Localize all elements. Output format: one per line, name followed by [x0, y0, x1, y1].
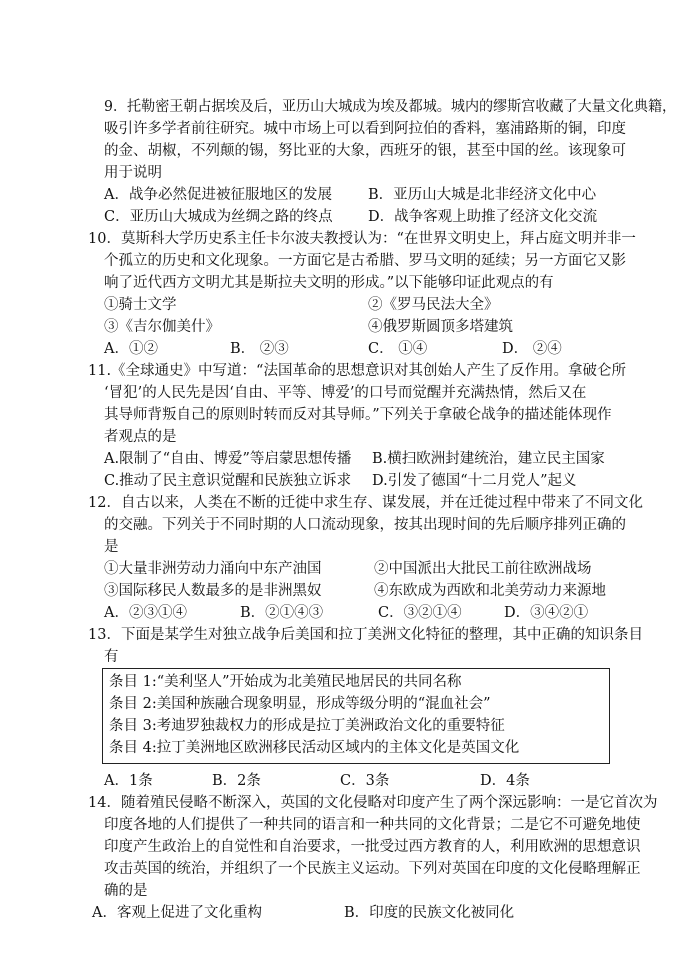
- q13-box-item: 条目 2:美国种族融合现象明显，形成等级分明的“混血社会”: [109, 696, 491, 712]
- q9-option-d: D．战争客观上助推了经济文化交流: [368, 209, 598, 225]
- q13-box-item: 条目 4:拉丁美洲地区欧洲移民活动区域内的主体文化是英国文化: [109, 740, 520, 756]
- q9-line: 吸引许多学者前往研究。城中市场上可以看到阿拉伯的香料，塞浦路斯的铜，印度: [104, 121, 626, 137]
- q13-option-d: D．4条: [480, 773, 530, 789]
- q14-line: 确的是: [104, 883, 148, 899]
- q13-option-b: B．2条: [212, 773, 261, 789]
- q9-line: 的金、胡椒，不列颠的锡，努比亚的大象，西班牙的银，甚至中国的丝。该现象可: [104, 143, 626, 159]
- q14-line: 印度产生政治上的自觉性和自治要求，一批受过西方教育的人，利用欧洲的思想意识: [104, 839, 641, 855]
- q9-line: 9．托勒密王朝占据埃及后，亚历山大城成为埃及都城。城内的缪斯宫收藏了大量文化典籍，: [104, 99, 677, 115]
- q14-line: 攻击英国的统治，并组织了一个民族主义运动。下列对英国在印度的文化侵略理解正: [104, 861, 641, 877]
- q11-line: 11.《全球通史》中写道：“法国革命的思想意识对其创始人产生了反作用。拿破仑所: [88, 363, 626, 379]
- q12-item-4: ④东欧成为西欧和北美劳动力来源地: [374, 583, 606, 599]
- q12-item-2: ②中国派出大批民工前往欧洲战场: [374, 561, 592, 577]
- q12-option-d: D．③④②①: [504, 605, 589, 621]
- q11-option-d: D.引发了德国“十二月党人”起义: [372, 473, 577, 489]
- q12-line: 是: [104, 539, 119, 555]
- q9-option-a: A．战争必然促进被征服地区的发展: [104, 187, 332, 203]
- q9-line: 用于说明: [104, 165, 162, 181]
- q11-line: 者观点的是: [104, 429, 177, 445]
- q12-option-c: C．③②①④: [378, 605, 462, 621]
- q10-line: 响了近代西方文明尤其是斯拉夫文明的形成。”以下能够印证此观点的有: [104, 275, 554, 291]
- q11-option-b: B.横扫欧洲封建统治，建立民主国家: [372, 451, 605, 467]
- q12-option-a: A．②③①④: [104, 605, 187, 621]
- q12-line: 的交融。下列关于不同时期的人口流动现象，按其出现时间的先后顺序排列正确的: [104, 517, 626, 533]
- q10-option-c: C． ①④: [368, 341, 428, 357]
- q13-box-item: 条目 3:考迪罗独裁权力的形成是拉丁美洲政治文化的重要特征: [109, 718, 505, 734]
- q10-item-3: ③《吉尔伽美什》: [104, 319, 220, 335]
- q10-item-1: ①骑士文学: [104, 297, 177, 313]
- q13-box-item: 条目 1:“美利坚人”开始成为北美殖民地居民的共同名称: [109, 674, 462, 690]
- q10-item-2: ②《罗马民法大全》: [368, 297, 499, 313]
- q14-line: 印度各地的人们提供了一种共同的语言和一种共同的文化背景；二是它不可避免地使: [104, 817, 641, 833]
- q10-option-a: A．①②: [104, 341, 158, 357]
- q11-option-a: A.限制了“自由、博爱”等启蒙思想传播: [104, 451, 352, 467]
- q14-line: 14．随着殖民侵略不断深入，英国的文化侵略对印度产生了两个深远影响：一是它首次为: [88, 795, 658, 811]
- q12-item-1: ①大量非洲劳动力涌向中东产油国: [104, 561, 322, 577]
- q11-option-c: C.推动了民主意识觉醒和民族独立诉求: [104, 473, 352, 489]
- q10-line: 个孤立的历史和文化现象。一方面它是古希腊、罗马文明的延续；另一方面它又影: [104, 253, 626, 269]
- q13-option-c: C．3条: [340, 773, 390, 789]
- q11-line: ‘冒犯’的人民先是因‘自由、平等、博爱’的口号而觉醒并充满热情，然后又在: [104, 385, 587, 401]
- q13-line: 有: [104, 649, 119, 665]
- q12-line: 12．自古以来，人类在不断的迁徙中求生存、谋发展，并在迁徙过程中带来了不同文化: [88, 495, 643, 511]
- q14-option-b: B．印度的民族文化被同化: [344, 905, 515, 921]
- q13-line: 13．下面是某学生对独立战争后美国和拉丁美洲文化特征的整理，其中正确的知识条目: [88, 627, 643, 643]
- q10-item-4: ④俄罗斯圆顶多塔建筑: [368, 319, 513, 335]
- q14-option-a: A．客观上促进了文化重构: [92, 905, 262, 921]
- q13-option-a: A．1条: [104, 773, 153, 789]
- q10-option-b: B． ②③: [230, 341, 289, 357]
- q13-items-box: [102, 668, 610, 764]
- q11-line: 其导师背叛自己的原则时转而反对其导师。”下列关于拿破仑战争的描述能体现作: [104, 407, 612, 423]
- q10-option-d: D． ②④: [502, 341, 562, 357]
- q9-option-c: C．亚历山大城成为丝绸之路的终点: [104, 209, 333, 225]
- q9-option-b: B．亚历山大城是北非经济文化中心: [368, 187, 597, 203]
- q10-line: 10．莫斯科大学历史系主任卡尔波夫教授认为：“在世界文明史上，拜占庭文明并非一: [88, 231, 636, 247]
- q12-item-3: ③国际移民人数最多的是非洲黑奴: [104, 583, 322, 599]
- q12-option-b: B．②①④③: [240, 605, 324, 621]
